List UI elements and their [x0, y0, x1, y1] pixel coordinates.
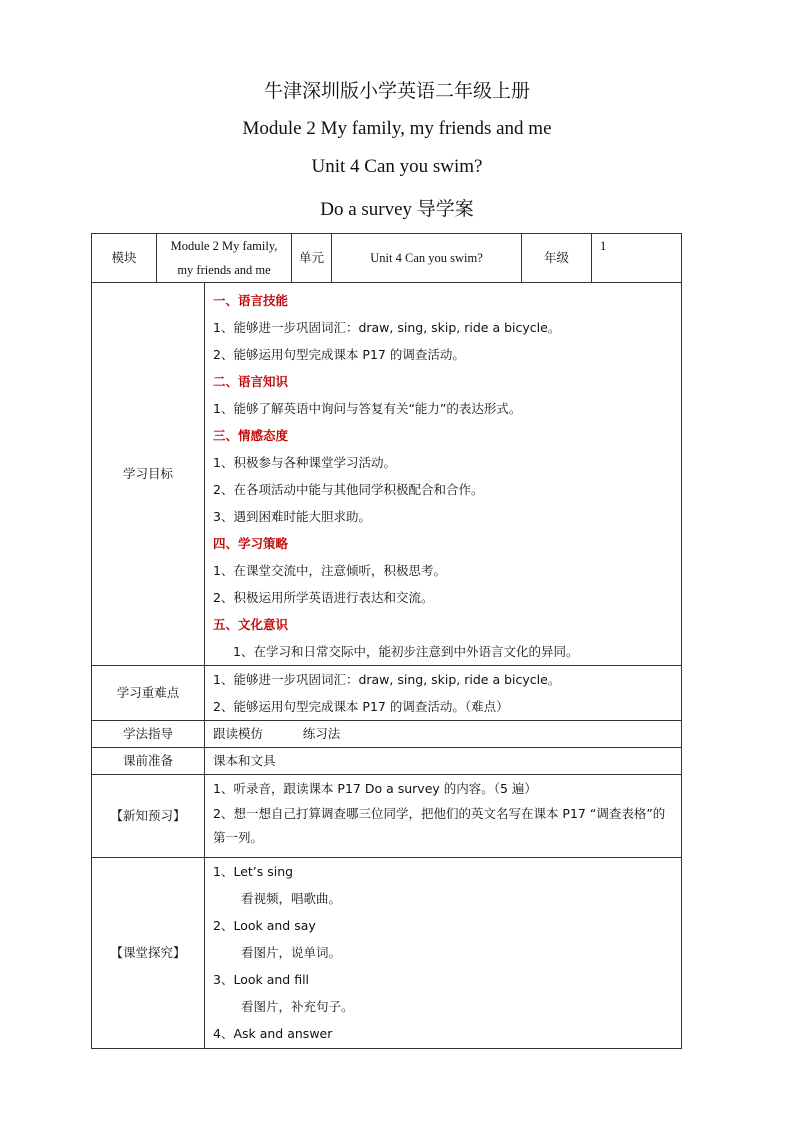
objectives-list	[205, 283, 681, 665]
objectives-content	[205, 283, 682, 666]
explore-content	[205, 858, 682, 1049]
preview-row	[92, 775, 682, 858]
objective-heading: 四、学习策略	[213, 536, 289, 551]
keypoints-row	[92, 666, 682, 721]
preview-content	[205, 775, 682, 858]
keypoint-line: 2、能够运用句型完成课本 P17 的调查活动。（难点）	[213, 699, 509, 714]
explore-line: 2、Look and say	[213, 918, 316, 933]
objective-line: 2、在各项活动中能与其他同学积极配合和合作。	[213, 482, 484, 497]
prep-content	[205, 748, 682, 775]
module-label: 模块	[92, 234, 157, 283]
title-module: Module 2 My family, my friends and me	[242, 118, 552, 139]
objective-line: 2、能够运用句型完成课本 P17 的调查活动。	[213, 347, 465, 362]
title-lesson: Do a survey 导学案	[320, 199, 474, 220]
module-value-line2: my friends and me	[177, 263, 271, 277]
preview-line: 2、想一想自己打算调查哪三位同学，把他们的英文名写在课本 P17 “调查表格”的第一列。	[213, 806, 666, 845]
objective-heading: 三、情感态度	[213, 428, 289, 443]
explore-line: 看视频，唱歌曲。	[241, 891, 342, 906]
explore-line: 1、Let’s sing	[213, 864, 294, 879]
objective-line: 1、在学习和日常交际中，能初步注意到中外语言文化的异同。	[233, 644, 579, 659]
method-value: 跟读模仿 练习法	[213, 726, 341, 741]
grade-value: 1	[592, 234, 682, 283]
header-row	[92, 234, 682, 283]
objective-heading: 一、语言技能	[213, 293, 289, 308]
grade-label: 年级	[522, 234, 592, 283]
objective-line: 1、能够进一步巩固词汇：draw, sing, skip, ride a bicycle。	[213, 320, 561, 335]
explore-list	[205, 858, 681, 1047]
objectives-label: 学习目标	[92, 283, 205, 666]
objective-line: 1、积极参与各种课堂学习活动。	[213, 455, 396, 470]
explore-line: 看图片，补充句子。	[241, 999, 354, 1014]
unit-value: Unit 4 Can you swim?	[332, 234, 522, 283]
objectives-row	[92, 283, 682, 666]
explore-row	[92, 858, 682, 1049]
objective-line: 1、在课堂交流中，注意倾听，积极思考。	[213, 563, 446, 578]
explore-line: 看图片，说单词。	[241, 945, 342, 960]
objective-heading: 二、语言知识	[213, 374, 289, 389]
explore-line: 4、Ask and answer	[213, 1026, 333, 1041]
prep-row	[92, 748, 682, 775]
method-row	[92, 721, 682, 748]
objective-line: 3、遇到困难时能大胆求助。	[213, 509, 371, 524]
unit-label: 单元	[292, 234, 332, 283]
lesson-plan-table	[91, 233, 682, 1049]
objective-line: 2、积极运用所学英语进行表达和交流。	[213, 590, 434, 605]
keypoints-label: 学习重难点	[92, 666, 205, 721]
prep-label: 课前准备	[92, 748, 205, 775]
title-unit: Unit 4 Can you swim?	[311, 156, 483, 177]
preview-line: 1、听录音，跟读课本 P17 Do a survey 的内容。（5 遍）	[213, 781, 537, 796]
method-label: 学法指导	[92, 721, 205, 748]
explore-line: 3、Look and fill	[213, 972, 310, 987]
objective-heading: 五、文化意识	[213, 617, 289, 632]
objective-line: 1、能够了解英语中询问与答复有关“能力”的表达形式。	[213, 401, 522, 416]
prep-value: 课本和文具	[213, 753, 276, 768]
preview-label: 【新知预习】	[92, 775, 205, 858]
method-content	[205, 721, 682, 748]
explore-label: 【课堂探究】	[92, 858, 205, 1049]
title-textbook: 牛津深圳版小学英语二年级上册	[263, 81, 530, 102]
keypoint-line: 1、能够进一步巩固词汇：draw, sing, skip, ride a bicycle。	[213, 672, 561, 687]
keypoints-content	[205, 666, 682, 721]
module-value-line1: Module 2 My family,	[170, 239, 278, 253]
module-value	[157, 234, 292, 283]
